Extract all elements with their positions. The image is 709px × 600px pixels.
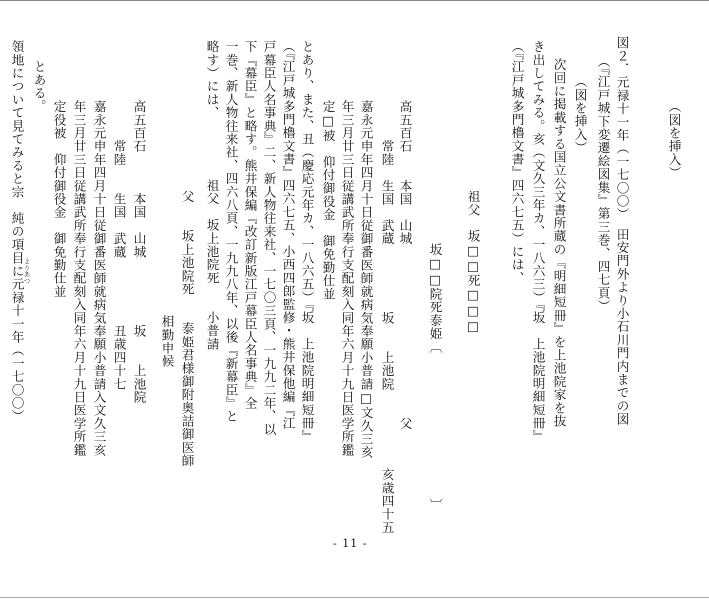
body-line-2: き出してみる。亥（文久三年カ、一八六三）『坂 上池院明細短冊』 — [530, 40, 546, 443]
page-number: - 11 - — [333, 537, 368, 550]
record-grandfather: 祖父 坂□□死□□□ — [465, 190, 481, 334]
top-rule — [0, 0, 709, 1]
record-province: 常陸 生国 武蔵 坂 上池院 — [379, 100, 395, 391]
body-line-8: 一巻、新人物往来社、四六八頁、一九九八年、以後『新幕臣』と — [223, 40, 239, 423]
record-age: 亥歳四十五 — [379, 468, 395, 534]
body-line-3: （『江戸城多門櫓文書』四六七五）には、 — [509, 40, 525, 285]
record-career-2: 年三月廿三日従講武所奉行支配刻入同年六月十九日医学所鑑 — [339, 100, 355, 457]
body-line-9: 略す）には、 祖父 坂上池院死 小普請 — [204, 40, 220, 351]
record2-career-3: 定役被 仰付御役金 御免勤仕並 — [51, 100, 67, 298]
record-career-3: 定□被 仰付御役金 御免勤仕並 — [320, 100, 336, 301]
bottom-rule — [0, 597, 709, 598]
body-line-1: 次回に掲載する国立公文書所蔵の『明細短冊』を上池院家を抜 — [551, 58, 567, 428]
record2-stipend: 高五百石 本国 山城 坂 上池院 — [131, 100, 147, 404]
body-line-10: とある。 — [31, 60, 47, 113]
figure-caption: 図２．元禄十一年（一七〇〇） 田安門外より小石川門内までの図 — [614, 36, 630, 426]
record-career-1: 嘉永元申年四月十日従御番医師就病気奉願小普請□文久三亥 — [358, 100, 374, 459]
figure-source: （『江戸城下変遷絵図集』第三巻、四七頁） — [595, 55, 611, 313]
figure-placeholder-1: （図を挿入） — [666, 100, 682, 180]
record2-province: 常陸 生国 武蔵 丑歳四十七 — [111, 100, 127, 391]
body-line-5: （『江戸城多門櫓文書』四六七五、小西四郎監修・熊井保他編『江 — [280, 40, 296, 430]
ruby-annotation: よりあつ — [22, 258, 31, 284]
body-line-6: 戸幕臣人名事典』二、新人物往来社、一七〇三頁、一九九二年、以 — [261, 40, 277, 436]
record2-duty: 相勤申候 — [159, 315, 175, 368]
record2-career-2: 年三月廿三日従講武所奉行支配刻入同年六月十九日医学所鑑 — [71, 100, 87, 457]
body-line-11: 領地について見てみると宗 純の項目に元禄十一年（一七〇〇） — [9, 40, 25, 423]
record2-father: 父 坂上池院死 泰姫君様御附奥詰御医師 — [179, 190, 195, 468]
record-father: 坂□□院死泰姫〔 〕 — [427, 243, 443, 512]
body-line-7: 下『幕臣』と略す。熊井保編『改訂新版江戸幕臣人名事典』全 — [242, 40, 258, 410]
figure-placeholder-2: （図を挿入） — [572, 75, 588, 155]
body-line-4: とあり、また、丑（慶応元年カ、一八六五）『坂 上池院明細短冊』 — [299, 40, 315, 443]
record-stipend: 高五百石 本国 山城 父 — [397, 100, 413, 430]
record2-career-1: 嘉永元申年四月十日従御番医師就病気奉願小普請入文久三亥 — [91, 100, 107, 457]
